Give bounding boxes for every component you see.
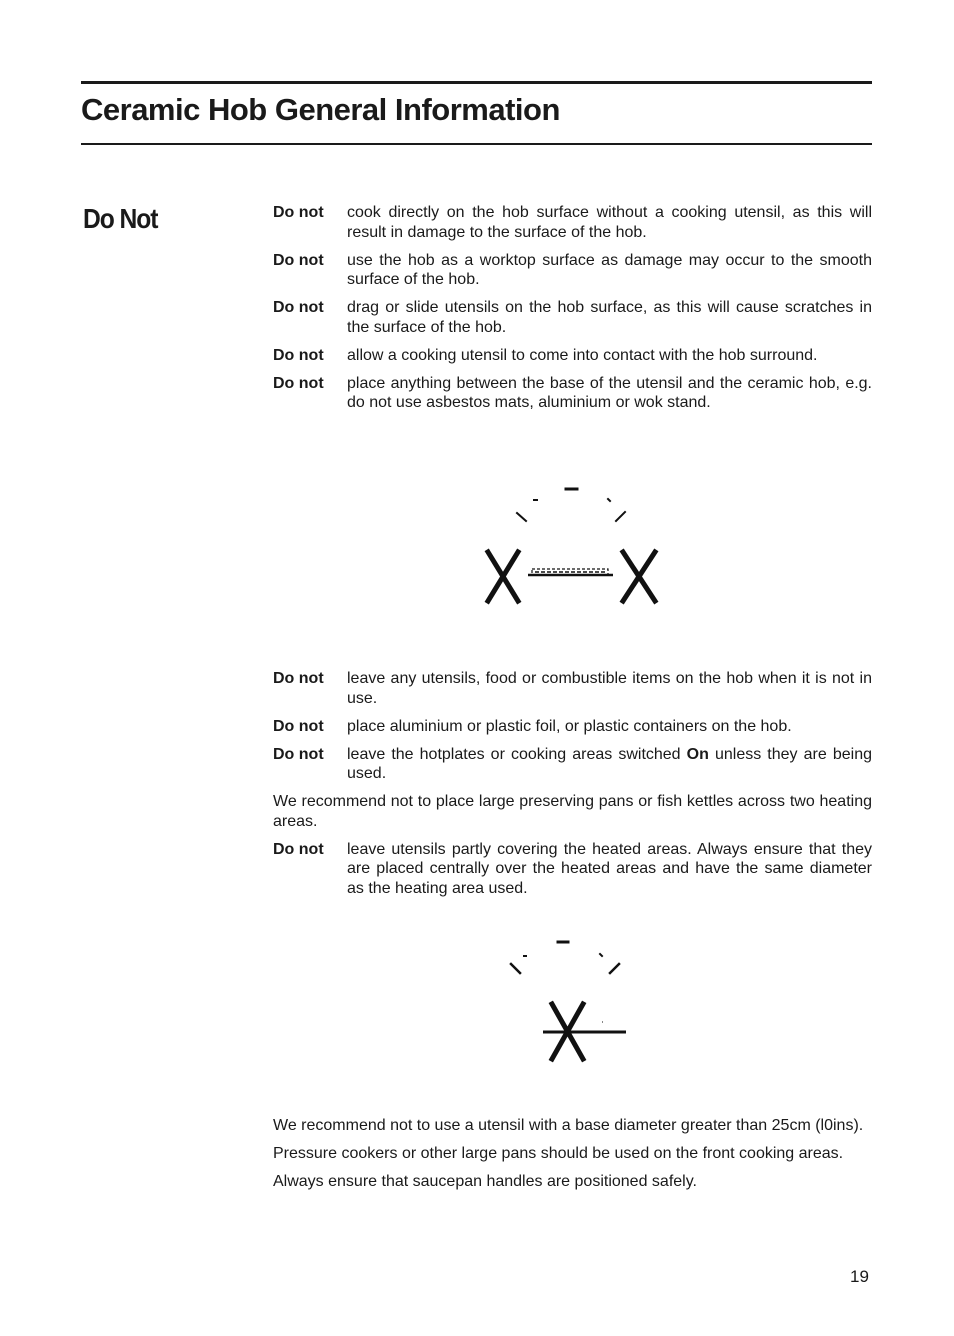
recommendation-text: Pressure cookers or other large pans should be used on the front cooking areas.	[273, 1145, 844, 1162]
list-item	[273, 717, 872, 737]
item-text: leave any utensils, food or combustible items on the hob when it is not in use.	[347, 670, 872, 707]
list-item	[273, 251, 872, 290]
header-rule-top	[81, 81, 872, 84]
list-item	[273, 346, 872, 366]
item-label: Do not	[273, 374, 324, 392]
list-item	[273, 745, 872, 784]
item-label: Do not	[273, 251, 324, 269]
list-item	[273, 374, 872, 413]
on-keyword: On	[686, 745, 709, 763]
list-item	[273, 298, 872, 337]
item-label: Do not	[273, 717, 324, 735]
recommendation-text: Always ensure that saucepan handles are positioned safely.	[273, 1173, 697, 1190]
list-item	[273, 669, 872, 708]
do-not-list-2	[273, 669, 872, 898]
item-label: Do not	[273, 346, 324, 364]
recommendation-text: We recommend not to use a utensil with a base diameter greater than 25cm (l0ins).	[273, 1117, 864, 1134]
item-text: drag or slide utensils on the hob surface, as this will cause scratches in the surface of the hob.	[347, 299, 872, 336]
recommendation-text: We recommend not to place large preserving pans or fish kettles across two heating areas.	[273, 793, 872, 830]
item-text: cook directly on the hob surface without a cooking utensil, as this will result in damage to the surface of the hob.	[347, 204, 872, 241]
list-item	[273, 840, 872, 899]
item-text-part: leave the hotplates or cooking areas switched	[347, 745, 687, 763]
header-rule-bottom	[81, 143, 872, 145]
item-text: use the hob as a worktop surface as damage may occur to the smooth surface of the hob.	[347, 251, 872, 288]
off-centre-utensil-illustration	[500, 932, 640, 1067]
item-label: Do not	[273, 299, 324, 316]
item-text: allow a cooking utensil to come into contact with the hob surround.	[347, 346, 818, 364]
item-label: Do not	[273, 204, 324, 221]
do-not-list-1	[273, 203, 872, 413]
item-text: place anything between the base of the utensil and the ceramic hob, e.g. do not use asbestos mats, aluminium or wok stand.	[347, 374, 872, 411]
wok-stand-warning-illustration	[470, 480, 670, 610]
item-text: leave utensils partly covering the heated areas. Always ensure that they are placed centrally over the heated areas and have the same diameter as the heating area used.	[347, 840, 872, 897]
item-label: Do not	[273, 670, 324, 687]
list-item	[273, 203, 872, 242]
cross-icon	[623, 552, 655, 601]
page-number: 19	[850, 1267, 869, 1286]
cross-icon	[488, 552, 518, 601]
item-text	[347, 745, 872, 784]
item-text-part: unless they are being used.	[347, 745, 872, 782]
section-heading: Do Not	[83, 203, 158, 234]
page-title: Ceramic Hob General Information	[81, 92, 560, 127]
item-label: Do not	[273, 840, 324, 858]
item-label: Do not	[273, 745, 324, 763]
item-text: place aluminium or plastic foil, or plastic containers on the hob.	[347, 717, 792, 735]
recommendations	[273, 1116, 872, 1192]
